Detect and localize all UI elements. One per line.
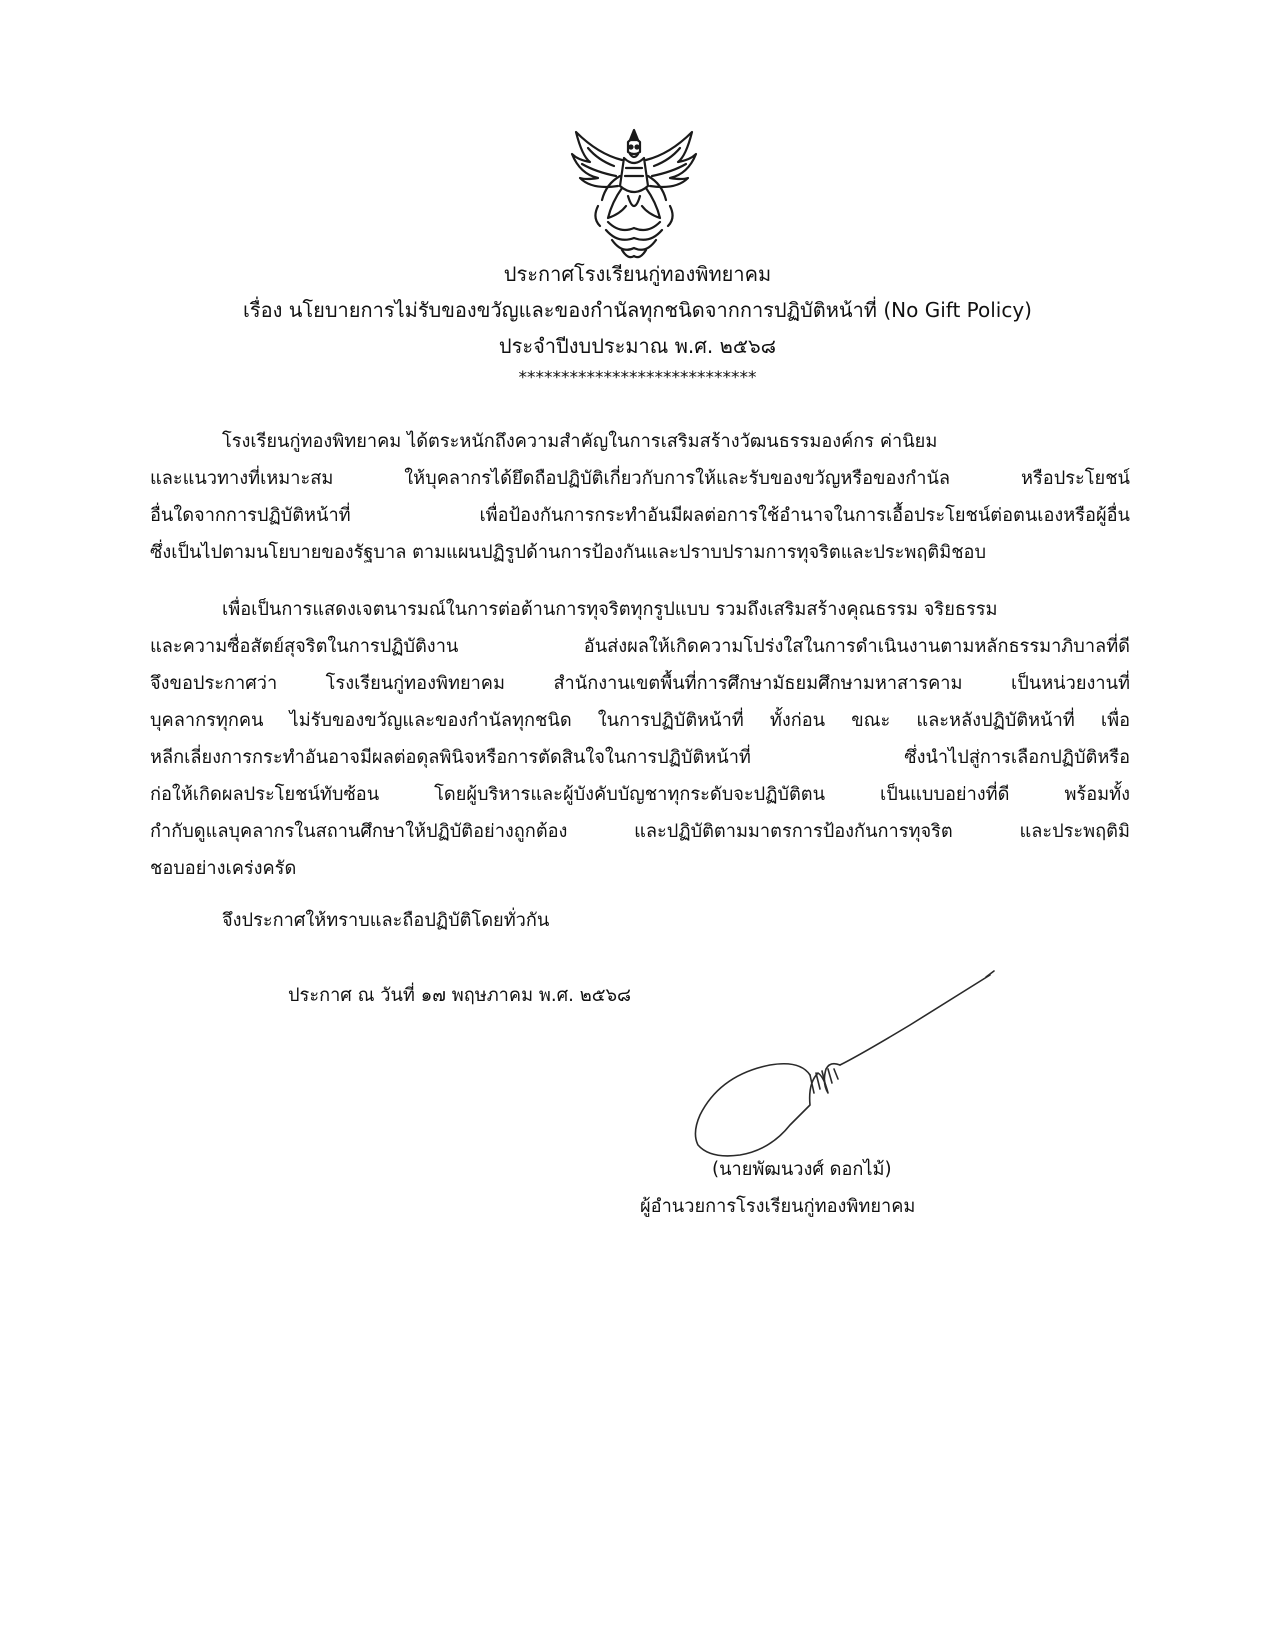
separator-line: **************************** — [518, 368, 757, 388]
paragraph-2-line: หลีกเลี่ยงการกระทำอันอาจมีผลต่อดุลพินิจหรือการตัดสินใจในการปฏิบัติหน้าที่ ซึ่งนำไปสู่การเลือกปฏิบัติหรือ — [150, 747, 1130, 768]
paragraph-2-line: จึงขอประกาศว่า โรงเรียนกู่ทองพิทยาคม สำนักงานเขตพื้นที่การศึกษามัธยมศึกษามหาสารคาม เป็นหน่วยงานที่ — [150, 673, 1130, 694]
paragraph-2-line: กำกับดูแลบุคลากรในสถานศึกษาให้ปฏิบัติอย่างถูกต้อง และปฏิบัติตามมาตรการป้องกันการทุจริต และประพฤติมิ — [150, 821, 1130, 842]
signatory-name: (นายพัฒนวงศ์ ดอกไม้) — [712, 1159, 892, 1180]
signatory-position: ผู้อำนวยการโรงเรียนกู่ทองพิทยาคม — [640, 1196, 916, 1217]
paragraph-2-line: เพื่อเป็นการแสดงเจตนารมณ์ในการต่อต้านการทุจริตทุกรูปแบบ รวมถึงเสริมสร้างคุณธรรม จริยธรรม — [222, 599, 998, 620]
paragraph-2-line: ก่อให้เกิดผลประโยชน์ทับซ้อน โดยผู้บริหารและผู้บังคับบัญชาทุกระดับจะปฏิบัติตน เป็นแบบอย่างที่ดี พร้อมทั้ง — [150, 784, 1130, 805]
paragraph-2-line: บุคลากรทุกคน ไม่รับของขวัญและของกำนัลทุกชนิด ในการปฏิบัติหน้าที่ ทั้งก่อน ขณะ และหลังปฏิบัติหน้าที่ เพื่อ — [150, 710, 1130, 731]
signature-icon — [690, 965, 1050, 1175]
announcement-title: ประกาศโรงเรียนกู่ทองพิทยาคม — [503, 262, 772, 286]
paragraph-2-line: และความซื่อสัตย์สุจริตในการปฏิบัติงาน อันส่งผลให้เกิดความโปร่งใสในการดำเนินงานตามหลักธรรมาภิบาลที่ดี — [150, 636, 1130, 657]
paragraph-1-line: อื่นใดจากการปฏิบัติหน้าที่ เพื่อป้องกันการกระทำอันมีผลต่อการใช้อำนาจในการเอื้อประโยชน์ต่อตนเองหรือผู้อื่น — [150, 505, 1130, 526]
closing-statement: จึงประกาศให้ทราบและถือปฏิบัติโดยทั่วกัน — [222, 910, 550, 931]
announcement-subject: เรื่อง นโยบายการไม่รับของขวัญและของกำนัลทุกชนิดจากการปฏิบัติหน้าที่ (No Gift Policy) — [243, 298, 1032, 322]
announcement-date: ประกาศ ณ วันที่ ๑๗ พฤษภาคม พ.ศ. ๒๕๖๘ — [288, 985, 632, 1006]
announcement-fiscal-year: ประจำปีงบประมาณ พ.ศ. ๒๕๖๘ — [498, 334, 777, 358]
paragraph-2 — [150, 591, 1130, 887]
paragraph-1-line: ซึ่งเป็นไปตามนโยบายของรัฐบาล ตามแผนปฏิรูปด้านการป้องกันและปราบปรามการทุจริตและประพฤติมิชอบ — [150, 542, 987, 563]
paragraph-1-line: โรงเรียนกู่ทองพิทยาคม ได้ตระหนักถึงความสำคัญในการเสริมสร้างวัฒนธรรมองค์กร ค่านิยม — [222, 431, 938, 452]
paragraph-1-line: และแนวทางที่เหมาะสม ให้บุคลากรได้ยึดถือปฏิบัติเกี่ยวกับการให้และรับของขวัญหรือของกำนัล หรือประโยชน์ — [150, 468, 1130, 489]
garuda-emblem-icon — [568, 126, 700, 264]
paragraph-2-line: ชอบอย่างเคร่งครัด — [150, 858, 297, 879]
paragraph-1 — [150, 423, 1130, 571]
